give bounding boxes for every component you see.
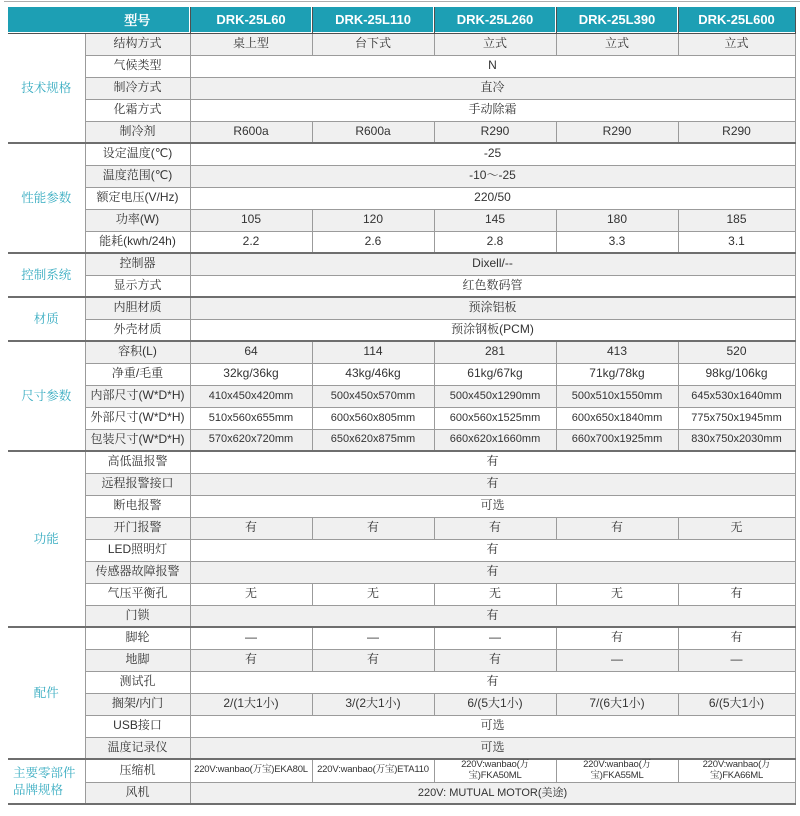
spec-label: 显示方式 <box>85 275 190 297</box>
value-cell: — <box>190 627 312 649</box>
value-cell: 2.6 <box>312 231 434 253</box>
value-cell: R290 <box>434 121 556 143</box>
spec-label: 制冷剂 <box>85 121 190 143</box>
value-cell: 61kg/67kg <box>434 363 556 385</box>
spec-row <box>8 671 795 693</box>
value-cell: R600a <box>312 121 434 143</box>
spec-label: 断电报警 <box>85 495 190 517</box>
spec-row <box>8 693 795 715</box>
value-cell: 无 <box>556 583 678 605</box>
value-cell: 立式 <box>434 33 556 55</box>
spec-row <box>8 55 795 77</box>
value-cell: 71kg/78kg <box>556 363 678 385</box>
spec-label: 控制器 <box>85 253 190 275</box>
category-cell: 性能参数 <box>8 143 85 253</box>
value-cell: 无 <box>312 583 434 605</box>
value-cell: R290 <box>556 121 678 143</box>
spec-row <box>8 517 795 539</box>
spec-row <box>8 143 795 165</box>
value-cell: 7/(6大1小) <box>556 693 678 715</box>
value-cell: 64 <box>190 341 312 363</box>
spec-row <box>8 561 795 583</box>
merged-value-cell: 有 <box>190 539 795 561</box>
value-cell: 410x450x420mm <box>190 385 312 407</box>
value-cell: 645x530x1640mm <box>678 385 795 407</box>
value-cell: 98kg/106kg <box>678 363 795 385</box>
value-cell: 600x560x1525mm <box>434 407 556 429</box>
value-cell: 2.2 <box>190 231 312 253</box>
merged-value-cell: 有 <box>190 451 795 473</box>
spec-label: LED照明灯 <box>85 539 190 561</box>
merged-value-cell: 有 <box>190 605 795 627</box>
value-cell: 有 <box>312 649 434 671</box>
value-cell: 无 <box>434 583 556 605</box>
spec-table-body <box>8 33 795 804</box>
spec-label: 门锁 <box>85 605 190 627</box>
model-header-row <box>8 7 795 33</box>
value-cell: 660x620x1660mm <box>434 429 556 451</box>
spec-label: 净重/毛重 <box>85 363 190 385</box>
value-cell: — <box>434 627 556 649</box>
value-cell: 有 <box>556 627 678 649</box>
merged-value-cell: 可选 <box>190 495 795 517</box>
spec-row <box>8 77 795 99</box>
spec-row <box>8 231 795 253</box>
value-cell: 281 <box>434 341 556 363</box>
merged-value-cell: 预涂钢板(PCM) <box>190 319 795 341</box>
spec-label: 结构方式 <box>85 33 190 55</box>
spec-row <box>8 539 795 561</box>
merged-value-cell: 有 <box>190 473 795 495</box>
spec-row <box>8 99 795 121</box>
spec-label: 外部尺寸(W*D*H) <box>85 407 190 429</box>
merged-value-cell: 预涂铝板 <box>190 297 795 319</box>
value-cell: 650x620x875mm <box>312 429 434 451</box>
spec-row <box>8 319 795 341</box>
spec-row <box>8 165 795 187</box>
value-cell: 桌上型 <box>190 33 312 55</box>
spec-label: 内胆材质 <box>85 297 190 319</box>
spec-row <box>8 451 795 473</box>
spec-label: 制冷方式 <box>85 77 190 99</box>
model-header-1: DRK-25L60 <box>190 7 312 33</box>
header-row <box>8 7 795 33</box>
spec-label: 搁架/内门 <box>85 693 190 715</box>
value-cell: 775x750x1945mm <box>678 407 795 429</box>
spec-label: 气压平衡孔 <box>85 583 190 605</box>
value-cell: 600x560x805mm <box>312 407 434 429</box>
value-cell: 220V:wanbao(万宝)FKA50ML <box>434 759 556 782</box>
merged-value-cell: 220V: MUTUAL MOTOR(美途) <box>190 782 795 804</box>
merged-value-cell: 220/50 <box>190 187 795 209</box>
spec-row <box>8 341 795 363</box>
value-cell: 32kg/36kg <box>190 363 312 385</box>
category-cell: 材质 <box>8 297 85 341</box>
value-cell: 120 <box>312 209 434 231</box>
model-header-4: DRK-25L390 <box>556 7 678 33</box>
value-cell: 570x620x720mm <box>190 429 312 451</box>
spec-label: 传感器故障报警 <box>85 561 190 583</box>
value-cell: 500x510x1550mm <box>556 385 678 407</box>
spec-label: 远程报警接口 <box>85 473 190 495</box>
spec-label: 功率(W) <box>85 209 190 231</box>
value-cell: 6/(5大1小) <box>678 693 795 715</box>
value-cell: 180 <box>556 209 678 231</box>
value-cell: 有 <box>190 649 312 671</box>
value-cell: 185 <box>678 209 795 231</box>
spec-label: USB接口 <box>85 715 190 737</box>
spec-label: 额定电压(V/Hz) <box>85 187 190 209</box>
spec-row <box>8 121 795 143</box>
value-cell: — <box>556 649 678 671</box>
spec-row <box>8 385 795 407</box>
value-cell: 无 <box>678 517 795 539</box>
spec-label: 温度记录仪 <box>85 737 190 759</box>
value-cell: 有 <box>678 627 795 649</box>
category-cell: 配件 <box>8 627 85 759</box>
spec-row <box>8 473 795 495</box>
category-cell: 功能 <box>8 451 85 627</box>
category-cell: 技术规格 <box>8 33 85 143</box>
value-cell: — <box>312 627 434 649</box>
value-cell: 500x450x1290mm <box>434 385 556 407</box>
spec-label: 外壳材质 <box>85 319 190 341</box>
merged-value-cell: 红色数码管 <box>190 275 795 297</box>
spec-label: 压缩机 <box>85 759 190 782</box>
value-cell: 43kg/46kg <box>312 363 434 385</box>
value-cell: 510x560x655mm <box>190 407 312 429</box>
merged-value-cell: 可选 <box>190 715 795 737</box>
merged-value-cell: -10～-25 <box>190 165 795 187</box>
spec-label: 测试孔 <box>85 671 190 693</box>
spec-label: 脚轮 <box>85 627 190 649</box>
category-cell: 尺寸参数 <box>8 341 85 451</box>
value-cell: 有 <box>434 517 556 539</box>
spec-label: 风机 <box>85 782 190 804</box>
value-cell: 660x700x1925mm <box>556 429 678 451</box>
value-cell: 145 <box>434 209 556 231</box>
model-header-5: DRK-25L600 <box>678 7 795 33</box>
merged-value-cell: 直冷 <box>190 77 795 99</box>
spec-row <box>8 407 795 429</box>
spec-label: 气候类型 <box>85 55 190 77</box>
value-cell: 台下式 <box>312 33 434 55</box>
spec-row <box>8 782 795 804</box>
value-cell: 有 <box>434 649 556 671</box>
spec-row <box>8 715 795 737</box>
merged-value-cell: 可选 <box>190 737 795 759</box>
spec-row <box>8 297 795 319</box>
value-cell: 114 <box>312 341 434 363</box>
spec-row <box>8 627 795 649</box>
value-cell: 无 <box>190 583 312 605</box>
value-cell: 3/(2大1小) <box>312 693 434 715</box>
merged-value-cell: 有 <box>190 561 795 583</box>
spec-table-wrapper <box>8 7 796 805</box>
value-cell: 520 <box>678 341 795 363</box>
value-cell: 立式 <box>556 33 678 55</box>
value-cell: 830x750x2030mm <box>678 429 795 451</box>
merged-value-cell: N <box>190 55 795 77</box>
spec-row <box>8 275 795 297</box>
spec-row <box>8 605 795 627</box>
value-cell: 有 <box>678 583 795 605</box>
value-cell: 500x450x570mm <box>312 385 434 407</box>
spec-label: 化霜方式 <box>85 99 190 121</box>
spec-row <box>8 759 795 782</box>
spec-label: 容积(L) <box>85 341 190 363</box>
spec-label: 地脚 <box>85 649 190 671</box>
header-spacer-cell <box>8 7 85 33</box>
spec-table <box>8 7 796 805</box>
spec-row <box>8 209 795 231</box>
value-cell: 220V:wanbao(万宝)FKA55ML <box>556 759 678 782</box>
spec-row <box>8 495 795 517</box>
value-cell: 105 <box>190 209 312 231</box>
spec-label: 包装尺寸(W*D*H) <box>85 429 190 451</box>
spec-row <box>8 363 795 385</box>
model-header-2: DRK-25L110 <box>312 7 434 33</box>
page-top-divider <box>4 1 800 2</box>
spec-label: 温度范围(℃) <box>85 165 190 187</box>
spec-row <box>8 33 795 55</box>
value-cell: 220V:wanbao(万宝)EKA80L <box>190 759 312 782</box>
value-cell: 600x650x1840mm <box>556 407 678 429</box>
category-cell: 控制系统 <box>8 253 85 297</box>
value-cell: — <box>678 649 795 671</box>
value-cell: 220V:wanbao(万宝)ETA110 <box>312 759 434 782</box>
spec-row <box>8 583 795 605</box>
merged-value-cell: 有 <box>190 671 795 693</box>
value-cell: 立式 <box>678 33 795 55</box>
spec-label: 开门报警 <box>85 517 190 539</box>
value-cell: 有 <box>312 517 434 539</box>
value-cell: 3.1 <box>678 231 795 253</box>
spec-label: 高低温报警 <box>85 451 190 473</box>
value-cell: 2/(1大1小) <box>190 693 312 715</box>
spec-row <box>8 737 795 759</box>
spec-label: 内部尺寸(W*D*H) <box>85 385 190 407</box>
merged-value-cell: Dixell/-- <box>190 253 795 275</box>
value-cell: 有 <box>190 517 312 539</box>
model-row-label: 型号 <box>85 7 190 33</box>
merged-value-cell: -25 <box>190 143 795 165</box>
category-cell: 主要零部件 品牌规格 <box>8 759 85 804</box>
spec-row <box>8 253 795 275</box>
value-cell: 413 <box>556 341 678 363</box>
spec-label: 能耗(kwh/24h) <box>85 231 190 253</box>
value-cell: R600a <box>190 121 312 143</box>
spec-row <box>8 429 795 451</box>
value-cell: 3.3 <box>556 231 678 253</box>
value-cell: 有 <box>556 517 678 539</box>
spec-row <box>8 187 795 209</box>
spec-label: 设定温度(℃) <box>85 143 190 165</box>
merged-value-cell: 手动除霜 <box>190 99 795 121</box>
model-header-3: DRK-25L260 <box>434 7 556 33</box>
value-cell: R290 <box>678 121 795 143</box>
value-cell: 6/(5大1小) <box>434 693 556 715</box>
spec-row <box>8 649 795 671</box>
value-cell: 220V:wanbao(万宝)FKA66ML <box>678 759 795 782</box>
value-cell: 2.8 <box>434 231 556 253</box>
